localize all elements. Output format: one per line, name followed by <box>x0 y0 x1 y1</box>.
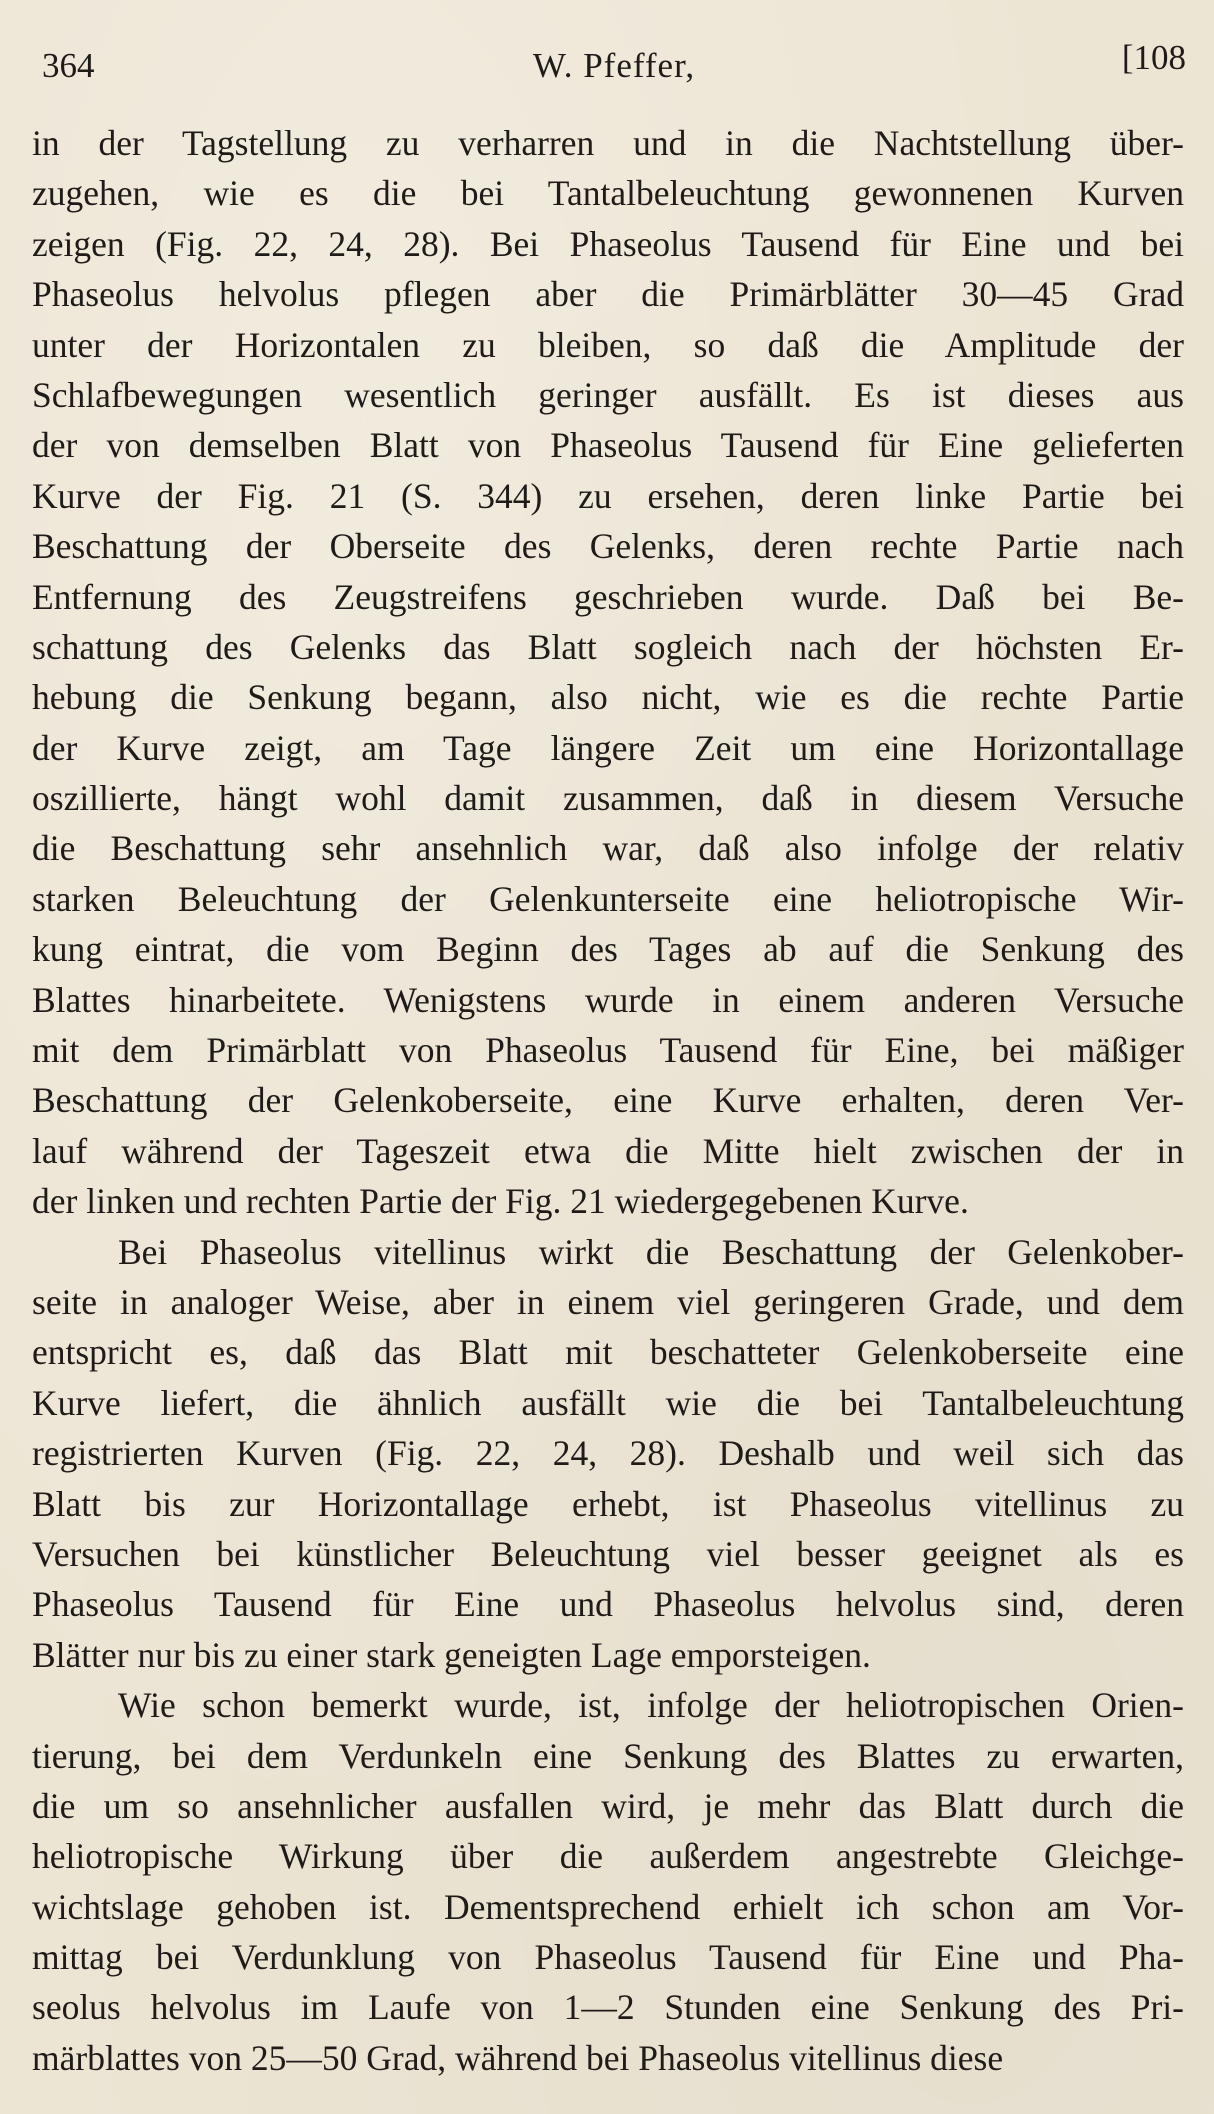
text-line: Kurve der Fig. 21 (S. 344) zu ersehen, deren linke Partie bei <box>32 475 1184 516</box>
text-line: registrierten Kurven (Fig. 22, 24, 28). Deshalb und weil sich das <box>32 1433 1184 1474</box>
text-line: mittag bei Verdunklung von Phaseolus Tausend für Eine und Pha- <box>32 1937 1184 1978</box>
text-line: zeigen (Fig. 22, 24, 28). Bei Phaseolus Tausend für Eine und bei <box>32 223 1184 264</box>
text-line: Bei Phaseolus vitellinus wirkt die Beschattung der Gelenkober- <box>118 1231 1184 1272</box>
page-header <box>42 36 1186 96</box>
text-line: Schlafbewegungen wesentlich geringer ausfällt. Es ist dieses aus <box>32 374 1184 415</box>
text-line: märblattes von 25—50 Grad, während bei Phaseolus vitellinus diese <box>32 2037 1004 2078</box>
text-line: Phaseolus Tausend für Eine und Phaseolus helvolus sind, deren <box>32 1584 1184 1625</box>
text-line: starken Beleuchtung der Gelenkunterseite eine heliotropische Wir- <box>32 878 1184 919</box>
text-line: in der Tagstellung zu verharren und in die Nachtstellung über- <box>32 123 1184 163</box>
text-line: Blatt bis zur Horizontallage erhebt, ist Phaseolus vitellinus zu <box>32 1483 1184 1524</box>
body-text <box>32 118 1184 2083</box>
text-line: Versuchen bei künstlicher Beleuchtung viel besser geeignet als es <box>32 1533 1184 1574</box>
paragraph <box>32 1680 1184 2083</box>
text-line: seolus helvolus im Laufe von 1—2 Stunden eine Senkung des Pri- <box>32 1987 1184 2028</box>
text-line: Beschattung der Oberseite des Gelenks, deren rechte Partie nach <box>32 526 1184 567</box>
text-line: die Beschattung sehr ansehnlich war, daß also infolge der relativ <box>32 828 1184 869</box>
text-line: Entfernung des Zeugstreifens geschrieben wurde. Daß bei Be- <box>32 576 1184 617</box>
text-line: der von demselben Blatt von Phaseolus Tausend für Eine gelieferten <box>32 425 1184 466</box>
text-line: der Kurve zeigt, am Tage längere Zeit um eine Horizontallage <box>32 727 1184 768</box>
text-line: heliotropische Wirkung über die außerdem angestrebte Gleichge- <box>32 1836 1184 1877</box>
text-line: zugehen, wie es die bei Tantalbeleuchtung gewonnenen Kurven <box>32 173 1184 214</box>
section-marker: [108 <box>1121 38 1186 77</box>
text-line: oszillierte, hängt wohl damit zusammen, daß in diesem Versuche <box>32 778 1184 819</box>
paragraph <box>32 118 1184 1227</box>
text-line: kung eintrat, die vom Beginn des Tages ab auf die Senkung des <box>32 929 1184 970</box>
text-line: Phaseolus helvolus pflegen aber die Primärblätter 30—45 Grad <box>32 274 1184 315</box>
text-line: lauf während der Tageszeit etwa die Mitte hielt zwischen der in <box>32 1130 1184 1171</box>
text-line: mit dem Primärblatt von Phaseolus Tausend für Eine, bei mäßiger <box>32 1030 1184 1071</box>
text-line: seite in analoger Weise, aber in einem viel geringeren Grade, und dem <box>32 1281 1184 1322</box>
running-title: W. Pfeffer, <box>532 46 696 85</box>
text-line: der linken und rechten Partie der Fig. 21 wiedergegebenen Kurve. <box>32 1181 969 1222</box>
text-line: Wie schon bemerkt wurde, ist, infolge der heliotropischen Orien- <box>118 1685 1184 1726</box>
text-line: entspricht es, daß das Blatt mit beschatteter Gelenkoberseite eine <box>32 1332 1184 1373</box>
text-line: hebung die Senkung begann, also nicht, wie es die rechte Partie <box>32 677 1184 718</box>
text-line: Blätter nur bis zu einer stark geneigten Lage emporsteigen. <box>32 1634 871 1675</box>
text-line: Beschattung der Gelenkoberseite, eine Kurve erhalten, deren Ver- <box>32 1080 1184 1121</box>
paragraph <box>32 1227 1184 1681</box>
text-line: unter der Horizontalen zu bleiben, so daß die Amplitude der <box>32 324 1184 365</box>
text-line: wichtslage gehoben ist. Dementsprechend erhielt ich schon am Vor- <box>32 1886 1184 1927</box>
text-line: tierung, bei dem Verdunkeln eine Senkung des Blattes zu erwarten, <box>32 1735 1184 1776</box>
text-line: Blattes hinarbeitete. Wenigstens wurde in einem anderen Versuche <box>32 979 1184 1020</box>
text-line: die um so ansehnlicher ausfallen wird, je mehr das Blatt durch die <box>32 1785 1184 1826</box>
text-line: Kurve liefert, die ähnlich ausfällt wie die bei Tantalbeleuchtung <box>32 1382 1184 1423</box>
text-line: schattung des Gelenks das Blatt sogleich nach der höchsten Er- <box>32 626 1184 667</box>
page-number: 364 <box>42 46 95 85</box>
